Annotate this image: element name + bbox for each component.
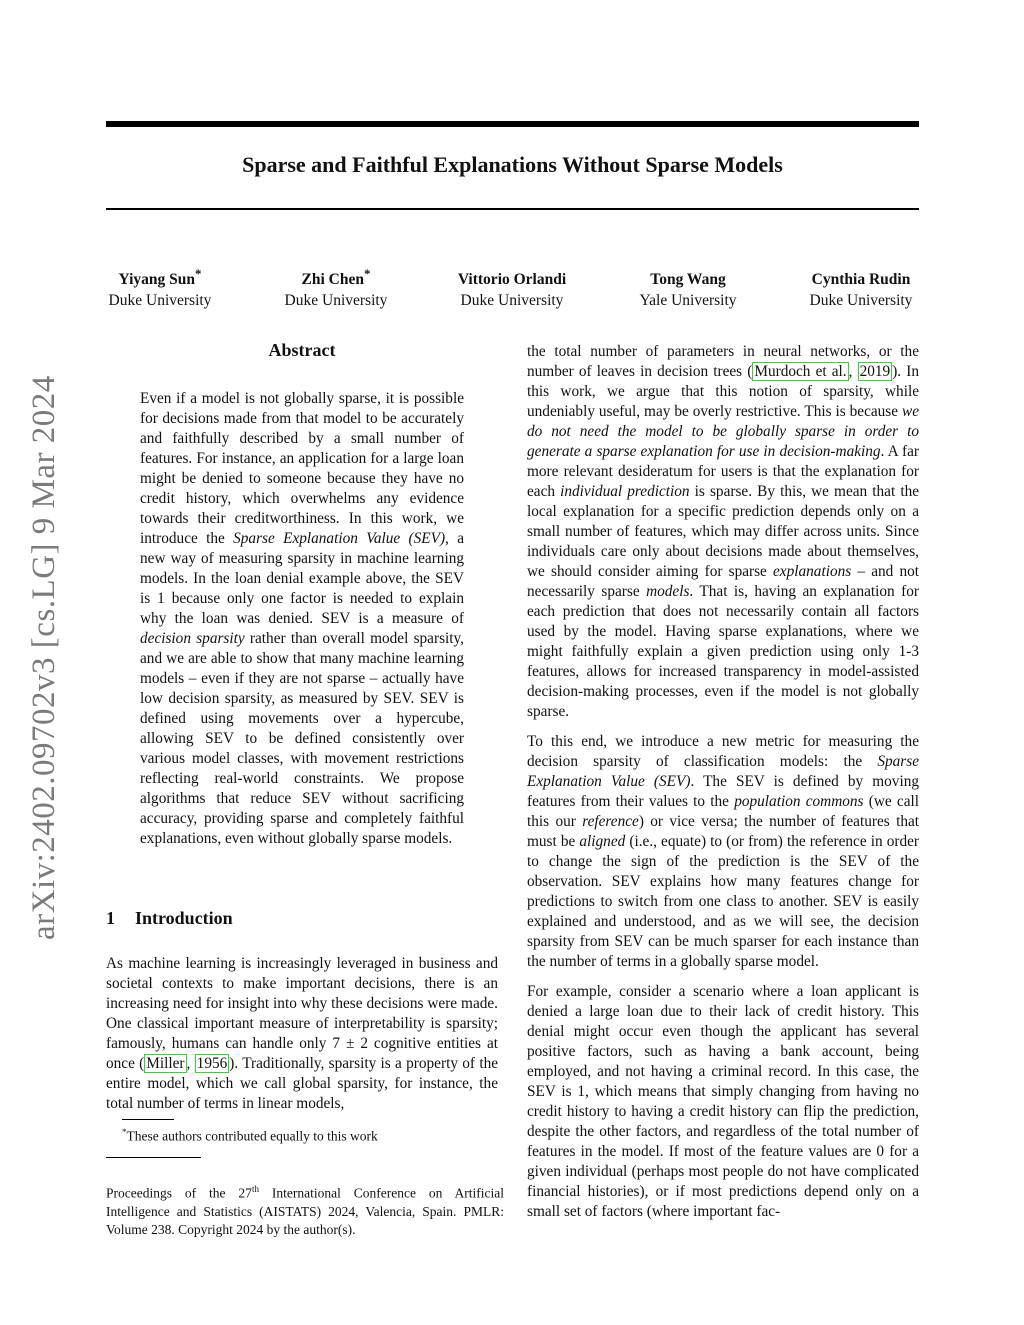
author-block [70,263,250,311]
right-column [527,342,919,1232]
abstract-body: Even if a model is not globally sparse, it is possible for decisions made from that model to be accurately and faithfully described by a small number of features. For instance, an application for a large loan might be denied to someone because they have no credit history, which overwhelms any evidence towards their creditworthiness. In this work, we introduce the Sparse Explanation Value (SEV), a new way of measuring sparsity in machine learning models. In the loan denial example above, the SEV is 1 because only one factor is needed to explain why the loan was denied. SEV is a measure of decision sparsity rather than overall model sparsity, and we are able to show that many machine learning models – even if they are not sparse – actually have low decision sparsity, as measured by SEV. SEV is defined using movements over a hypercube, allowing SEV to be defined consistently over various model classes, with movement restrictions reflecting real-world constraints. We propose algorithms that reduce SEV without sacrificing accuracy, providing sparse and completely faithful explanations, even without globally sparse models. [140,390,464,847]
author-mark: * [364,266,371,281]
citation-year-link[interactable]: 2019 [859,363,891,380]
section-title: Introduction [135,908,233,928]
author-affiliation: Yale University [639,292,737,310]
author-block [422,263,602,311]
proceedings-note: Proceedings of the 27th International Conference on Artificial Intelligence and Statistics (AISTATS) 2024, Valencia, Spain. PMLR: Volume 238. Copyright 2024 by the author(s). [106,1184,504,1237]
author-affiliation: Duke University [108,292,212,310]
author-affiliation: Duke University [284,292,388,310]
citation-link[interactable]: Murdoch et al. [754,363,847,380]
author-block [598,263,778,311]
author-name: Yiyang Sun [118,271,196,289]
citation-year-link[interactable]: 1956 [196,1055,228,1072]
author-affiliation: Duke University [460,292,564,310]
body-paragraph: the total number of parameters in neural networks, or the number of leaves in decision trees ( Murdoch et al. , 2019 ). In this work, we argue that this notion of sparsity, while undeniably useful, may be overly restrictive. This is because we do not need the model to be globally sparse in order to generate a sparse explanation for use in decision-making. A far more relevant desideratum for users is that the explanation for each individual prediction is sparse. By this, we mean that the local explanation for a specific prediction depends only on a small number of features, which may differ across units. Since individuals care only about decisions made about themselves, we should consider aiming for sparse explanations – and not necessarily sparse models. That is, having an explanation for each prediction that does not necessarily contain all factors used by the model. Having sparse explanations, where we might faithfully explain a given prediction using only 1-3 features, allows for increased transparency in model-assisted decision-making processes, even if the model is not globally sparse. [527,343,920,720]
author-list [0,263,1024,313]
introduction-paragraph: As machine learning is increasingly leveraged in business and societal contexts to make important decisions, there is an increasing need for insight into why these decisions were made. One classical important measure of interpretability is sparsity; famously, humans can handle only 7 ± 2 cognitive entities at once ( Miller , 1956 ). Traditionally, sparsity is a property of the entire model, which we call global sparsity, for instance, the total number of terms in linear models, [106,955,499,1112]
section-number: 1 [106,908,115,928]
footnote [122,1124,502,1145]
citation-link[interactable]: Miller [146,1055,185,1072]
author-name: Tong Wang [650,271,726,289]
arxiv-identifier-stamp: arXiv:2402.09702v3 [cs.LG] 9 Mar 2024 [26,375,62,940]
title-top-rule [106,121,919,127]
proceedings-rule [106,1157,201,1158]
footnote-text: These authors contributed equally to this work [126,1128,378,1144]
author-block [771,263,951,311]
section-heading-introduction [106,908,233,929]
author-mark: * [195,266,202,281]
body-paragraph: For example, consider a scenario where a loan applicant is denied a large loan due to their lack of credit history. This denial might occur even though the applicant has several positive factors, such as having a bank account, being employed, and not having a criminal record. In this case, the SEV is 1, which means that simply changing from having no credit history to having a credit history can flip the prediction, despite the other factors, and regardless of the total number of features in the model. If most of the feature values are 0 for a given individual (perhaps most people do not have complicated financial histories), or if most predictions depend only on a small set of factors (where important fac- [527,983,919,1220]
body-paragraph: To this end, we introduce a new metric for measuring the decision sparsity of classification models: the Sparse Explanation Value (SEV). The SEV is defined by moving features from their values to the population commons (we call this our reference) or vice versa; the number of features that must be aligned (i.e., equate) to (or from) the reference in order to change the sign of the prediction is the SEV of the observation. SEV explains how many features change for predictions to switch from one class to another. SEV is easily explained and understood, and as we will see, the decision sparsity from SEV can be much sparser for each instance than the number of terms in a globally sparse model. [527,733,920,970]
footnote-rule [122,1119,174,1120]
title-bottom-rule [106,208,919,210]
author-name: Zhi Chen [301,271,364,289]
author-name: Vittorio Orlandi [457,271,567,289]
author-name: Cynthia Rudin [811,271,911,289]
paper-title: Sparse and Faithful Explanations Without Sparse Models [242,152,783,177]
abstract-heading: Abstract [268,340,336,360]
author-affiliation: Duke University [809,292,913,310]
author-block [246,263,426,311]
footnote-mark: * [122,1127,127,1137]
